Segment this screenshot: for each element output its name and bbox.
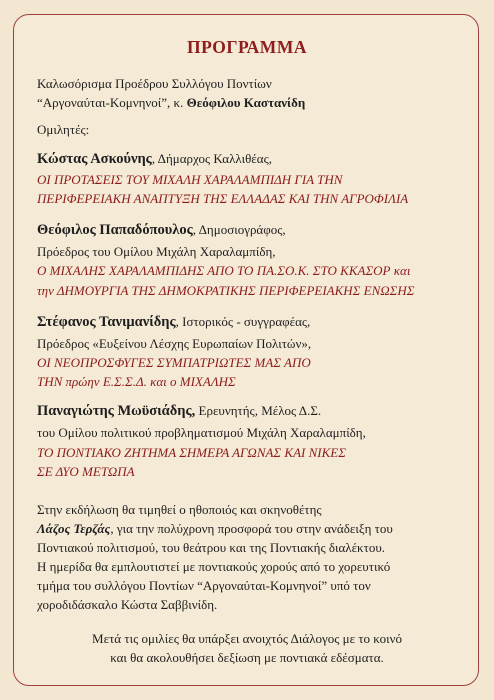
speaker-3-role: , Ιστορικός - συγγραφέας, <box>175 314 311 329</box>
speaker-3-heading <box>37 314 310 330</box>
honoree-name: Λάζος Τερζάς <box>37 521 111 536</box>
speaker-1-topic-1: ΟΙ ΠΡΟΤΑΣΕΙΣ ΤΟΥ ΜΙΧΑΛΗ ΧΑΡΑΛΑΜΠΙΔΗ ΓΙΑ ΤΗΝ <box>37 172 343 187</box>
closing-line-2: και θα ακολουθήσει δεξίωση με ποντιακά εδέσματα. <box>110 650 384 665</box>
speaker-4-topic-1: ΤΟ ΠΟΝΤΙΑΚΟ ΖΗΤΗΜΑ ΣΗΜΕΡΑ ΑΓΩΝΑΣ ΚΑΙ ΝΙΚΕΣ <box>37 445 346 460</box>
honor-line-4: Η ημερίδα θα εμπλουτιστεί με ποντιακούς χορούς από το χορευτικό <box>37 559 391 574</box>
speaker-1-name: Κώστας Ασκούνης <box>37 151 152 167</box>
closing-line-1: Μετά τις ομιλίες θα υπάρξει ανοιχτός Διάλογος με το κοινό <box>92 631 402 646</box>
welcome-line-1: Καλωσόρισμα Προέδρου Συλλόγου Ποντίων <box>37 76 272 91</box>
speaker-2-topic-2: την ΔΗΜΟΥΡΓΙΑ ΤΗΣ ΔΗΜΟΚΡΑΤΙΚΗΣ ΠΕΡΙΦΕΡΕΙΑΚΗΣ ΕΝΩΣΗΣ <box>37 283 415 298</box>
honor-line-2-rest: , για την πολύχρονη προσφορά του στην ανάδειξη του <box>110 521 393 536</box>
honor-line-5: τμήμα του συλλόγου Ποντίων “Αργοναύται-Κομνηνοί” υπό τον <box>37 578 371 593</box>
speaker-3-topic-2: ΤΗΝ πρώην Ε.Σ.Σ.Δ. και ο ΜΙΧΑΛΗΣ <box>37 374 236 389</box>
speaker-3-topic-1: ΟΙ ΝΕΟΠΡΟΣΦΥΓΕΣ ΣΥΜΠΑΤΡΙΩΤΕΣ ΜΑΣ ΑΠΟ <box>37 355 311 370</box>
speaker-2-name: Θεόφιλος Παπαδόπουλος <box>37 222 193 238</box>
honor-line-2 <box>37 521 393 537</box>
speaker-2-role-2: Πρόεδρος του Ομίλου Μιχάλη Χαραλαμπίδη, <box>37 244 276 259</box>
speaker-2-topic-1: Ο ΜΙΧΑΛΗΣ ΧΑΡΑΛΑΜΠΙΔΗΣ ΑΠΟ ΤΟ ΠΑ.ΣΟ.Κ. ΣΤΟ ΚΚΑΣΟΡ και <box>37 263 411 278</box>
speaker-4-role: Ερευνητής, Μέλος Δ.Σ. <box>195 403 322 418</box>
speaker-3-role-2: Πρόεδρος «Ευξείνου Λέσχης Ευρωπαίων Πολιτών», <box>37 336 312 351</box>
speaker-2-role: , Δημοσιογράφος, <box>192 222 286 237</box>
speaker-1-heading <box>37 151 272 167</box>
welcome-prefix: “Αργοναύται-Κομνηνοί”, κ. <box>37 95 187 110</box>
honor-line-6: χοροδιδάσκαλο Κώστα Σαββινίδη. <box>37 597 218 612</box>
honor-line-3: Ποντιακού πολιτισμού, του θεάτρου και της Ποντιακής διαλέκτου. <box>37 540 386 555</box>
speaker-1-role: , Δήμαρχος Καλλιθέας, <box>151 151 272 166</box>
welcome-line-2 <box>37 95 305 111</box>
speaker-2-heading <box>37 222 286 238</box>
speaker-4-topic-2: ΣΕ ΔΥΟ ΜΕΤΩΠΑ <box>37 464 135 479</box>
page-title: ΠΡΟΓΡΑΜΜΑ <box>187 37 307 57</box>
speakers-label: Ομιλητές: <box>37 122 90 137</box>
honor-line-1: Στην εκδήλωση θα τιμηθεί ο ηθοποιός και σκηνοθέτης <box>37 502 322 517</box>
speaker-4-role-2: του Ομίλου πολιτικού προβληματισμού Μιχάλη Χαραλαμπίδη, <box>37 425 366 440</box>
speaker-4-name: Παναγιώτης Μωϋσιάδης, <box>37 403 196 419</box>
speaker-1-topic-2: ΠΕΡΙΦΕΡΕΙΑΚΗ ΑΝΑΠΤΥΞΗ ΤΗΣ ΕΛΛΑΔΑΣ ΚΑΙ ΤΗΝ ΑΓΡΟΦΙΛΙΑ <box>37 191 409 206</box>
president-name: Θεόφιλου Καστανίδη <box>186 95 306 110</box>
speaker-4-heading <box>37 403 321 419</box>
speaker-3-name: Στέφανος Τανιμανίδης <box>37 314 176 330</box>
